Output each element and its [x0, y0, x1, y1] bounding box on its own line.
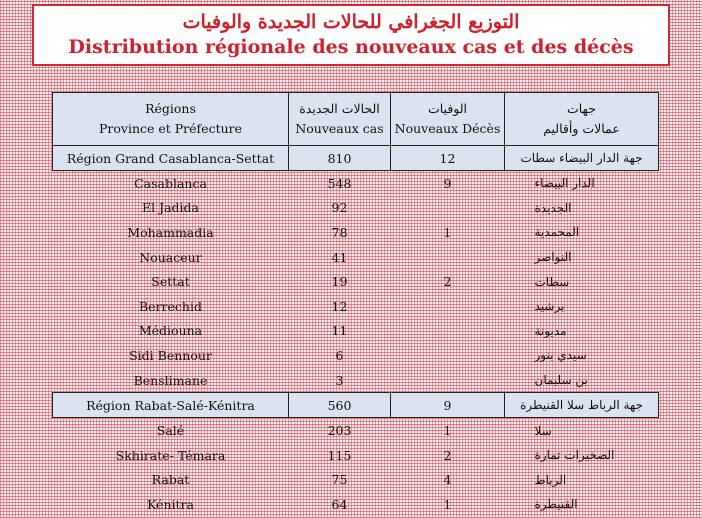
table-row: [53, 245, 659, 270]
table-row: [53, 220, 659, 245]
region-cases: 810: [289, 146, 391, 171]
province-deaths: [391, 245, 505, 270]
province-deaths: 1: [443, 224, 452, 240]
region-deaths: 9: [391, 393, 505, 418]
province-deaths: 1: [443, 423, 452, 439]
table-row: [53, 368, 659, 393]
province-name-ar: سيدي بنور: [534, 348, 587, 363]
province-name-ar: بن سليمان: [534, 373, 588, 388]
region-row: [53, 393, 659, 418]
header-cases-ar: الحالات الجديدة: [299, 101, 380, 116]
province-cases: 6: [335, 347, 344, 363]
province-cases: 12: [331, 298, 348, 314]
title-box: [32, 4, 670, 66]
table-row: [53, 294, 659, 319]
header-regions-ar: [505, 93, 659, 146]
province-name-ar: المحمدية: [534, 225, 580, 240]
province-cases: 78: [331, 224, 348, 240]
table-row: [53, 418, 659, 443]
province-name: Casablanca: [134, 175, 207, 191]
province-deaths: 2: [443, 447, 452, 463]
province-cases: 11: [331, 323, 348, 339]
province-name-ar: مديونة: [534, 323, 567, 338]
region-row: [53, 146, 659, 171]
province-cases: 3: [335, 372, 344, 388]
header-cases-fr: Nouveaux cas: [295, 121, 384, 136]
province-deaths: [391, 196, 505, 221]
regional-table: [52, 92, 659, 517]
region-name: Région Rabat-Salé-Kénitra: [53, 393, 289, 418]
province-name: Rabat: [151, 472, 190, 488]
province-name: Skhirate- Témara: [115, 447, 226, 463]
table-row: [53, 196, 659, 221]
header-regions-ar-line2: عمالات وأقاليم: [543, 121, 620, 136]
region-cases: 560: [289, 393, 391, 418]
province-name-ar: النواصر: [534, 250, 572, 265]
table-row: [53, 443, 659, 468]
table-row: [53, 171, 659, 196]
province-deaths: 2: [443, 274, 452, 290]
province-name-ar: برشيد: [534, 299, 565, 314]
region-deaths: 12: [391, 146, 505, 171]
province-name-ar: الدار البيضاء: [534, 176, 595, 191]
province-name: Kénitra: [147, 496, 194, 512]
province-name-ar: الصخيرات تمارة: [534, 448, 615, 463]
table-row: [53, 492, 659, 517]
table-row: [53, 343, 659, 368]
title-french: Distribution régionale des nouveaux cas et des décès: [68, 36, 634, 58]
table-row: [53, 319, 659, 344]
province-name-ar: الرباط: [534, 472, 567, 487]
province-deaths: 9: [443, 175, 452, 191]
header-regions: [53, 93, 289, 146]
header-regions-ar-line1: جهات: [566, 101, 597, 116]
province-cases: 64: [331, 496, 348, 512]
header-deaths: [391, 93, 505, 146]
province-name: Settat: [151, 274, 190, 290]
province-name-ar: سطات: [534, 274, 570, 289]
province-cases: 41: [331, 249, 348, 265]
table-header-row: [53, 93, 659, 146]
region-name-ar: جهة الدار البيضاء سطات: [505, 146, 659, 171]
province-cases: 92: [331, 200, 348, 216]
province-cases: 75: [331, 472, 348, 488]
province-name: Nouaceur: [139, 249, 202, 265]
province-name-ar: الجديدة: [534, 200, 572, 215]
province-name: Mohammadia: [127, 224, 214, 240]
province-name: El Jadida: [141, 200, 199, 216]
province-deaths: [391, 294, 505, 319]
province-name: Sidi Bennour: [129, 347, 212, 363]
province-name-ar: القنيطرة: [534, 497, 578, 512]
province-cases: 548: [327, 175, 352, 191]
province-deaths: [391, 368, 505, 393]
province-name: Médiouna: [138, 323, 203, 339]
header-regions-line2: Province et Préfecture: [98, 121, 243, 136]
province-name: Salé: [156, 423, 185, 439]
province-name: Benslimane: [133, 372, 208, 388]
province-cases: 115: [327, 447, 352, 463]
region-name: Région Grand Casablanca-Settat: [53, 146, 289, 171]
province-name: Berrechid: [139, 298, 202, 314]
table-row: [53, 468, 659, 493]
province-deaths: [391, 343, 505, 368]
region-name-ar: جهة الرباط سلا القنيطرة: [505, 393, 659, 418]
province-name-ar: سلا: [534, 423, 552, 438]
province-deaths: 1: [443, 496, 452, 512]
province-deaths: [391, 319, 505, 344]
province-cases: 203: [327, 423, 352, 439]
table-row: [53, 269, 659, 294]
province-deaths: 4: [443, 472, 452, 488]
header-deaths-ar: الوفيات: [427, 101, 468, 116]
title-arabic: التوزيع الجغرافي للحالات الجديدة والوفيات: [182, 11, 520, 33]
province-cases: 19: [331, 274, 348, 290]
regional-table-container: [52, 92, 658, 517]
header-cases: [289, 93, 391, 146]
header-regions-line1: Régions: [145, 101, 196, 116]
header-deaths-fr: Nouveaux Décès: [394, 121, 501, 136]
